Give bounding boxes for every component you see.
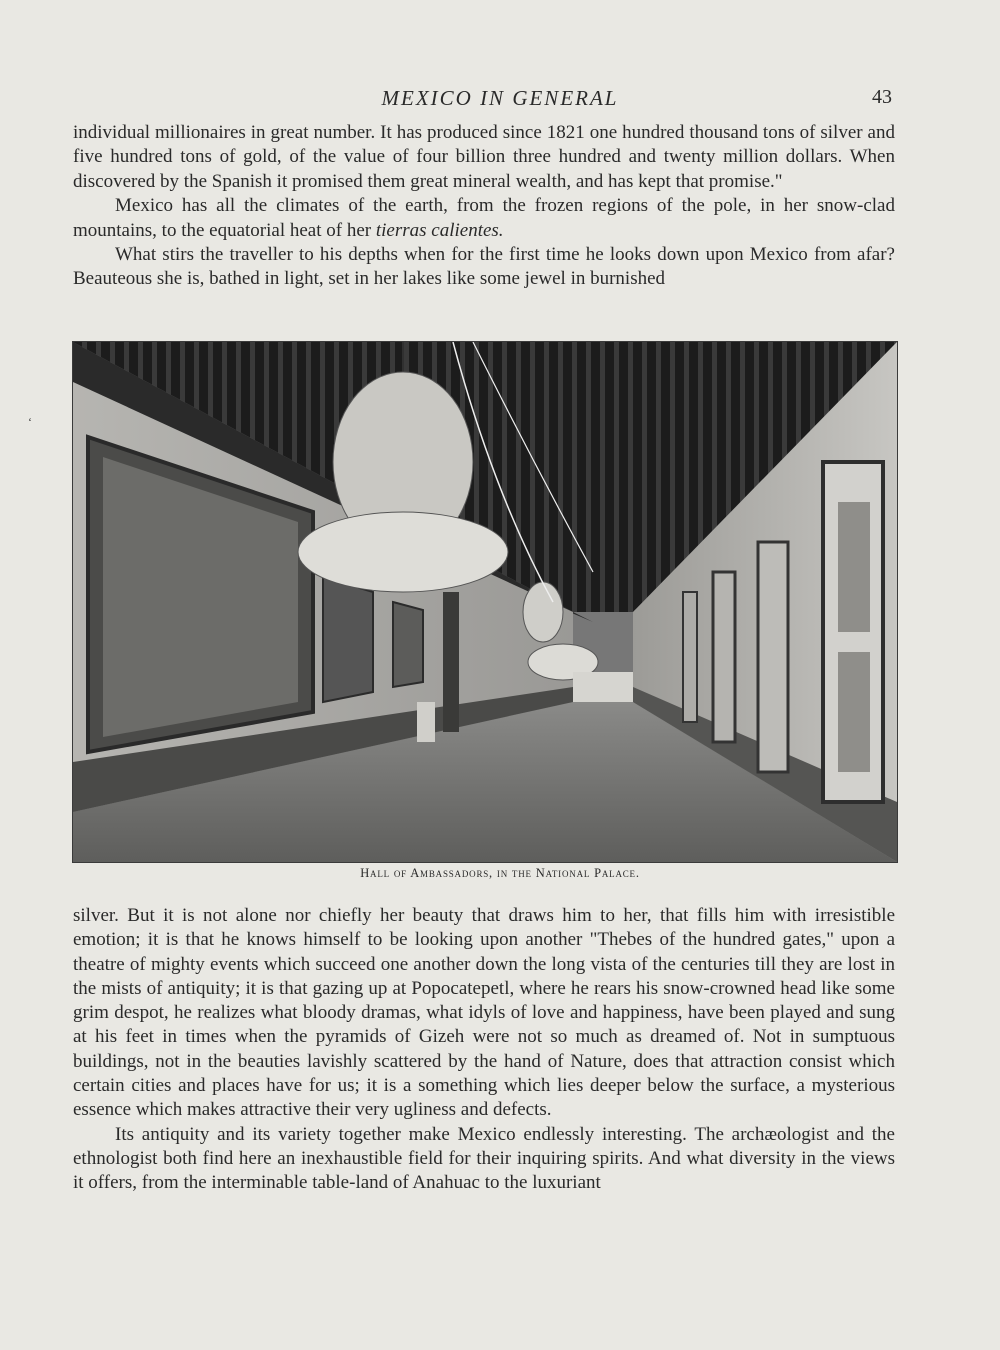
paragraph-continued: individual millionaires in great number. It has produced since 1821 one hundred thousand tons of silver and five hundred tons of gold, of the value of four billion three hundred and twenty million dollars. When discovered by the Spanish it promised them great mineral wealth, and has kept that promise."	[73, 122, 895, 192]
paragraph-climates	[73, 194, 895, 243]
page-header	[0, 86, 1000, 114]
paragraph-climates-text: Mexico has all the climates of the earth, from the frozen regions of the pole, in her snow-clad mountains, to the equatorial heat of her	[73, 195, 895, 241]
paragraph-climates-italic: tierras calientes.	[375, 219, 504, 241]
page-number: 43	[872, 86, 892, 108]
figure-caption: Hall of Ambassadors, in the National Palace.	[360, 866, 640, 880]
paragraph-antiquity: Its antiquity and its variety together make Mexico endlessly interesting. The archæologist and the ethnologist both find here an inexhaustible field for their inquiring spirits. And what diversity in the views it offers, from the interminable table-land of Anahuac to the luxuriant	[73, 1123, 895, 1194]
margin-mark: ‘	[28, 415, 32, 429]
running-head: MEXICO IN GENERAL	[381, 86, 619, 110]
paragraph-silver: silver. But it is not alone nor chiefly her beauty that draws him to her, that fills him with irresistible emotion; it is that he knows himself to be looking upon another "Thebes of the hundred gates," upon a theatre of mighty events which succeed one another down the long vista of the centuries till they are lost in the mists of antiquity; it is that gazing up at Popocatepetl, where he rears his snow-crowned head like some grim despot, he realizes what bloody dramas, what idyls of love and happiness, have been played and sung at his feet in times when the pyramids of Gizeh were not so much as dreamed of. Not in sumptuous buildings, not in the beauties lavishly scattered by the hand of Nature, does that attraction consist which certain cities and places have for us; it is a something which lies deeper below the surface, a mysterious essence which makes attractive their very ugliness and defects.	[73, 905, 895, 1121]
hall-photograph	[73, 342, 897, 862]
photo-hall-of-ambassadors	[72, 341, 898, 863]
top-text-block	[73, 121, 895, 292]
paragraph-traveller: What stirs the traveller to his depths when for the first time he looks down upon Mexico from afar? Beauteous she is, bathed in light, set in her lakes like some jewel in burnished	[73, 244, 895, 290]
bottom-text-block	[73, 904, 895, 1196]
